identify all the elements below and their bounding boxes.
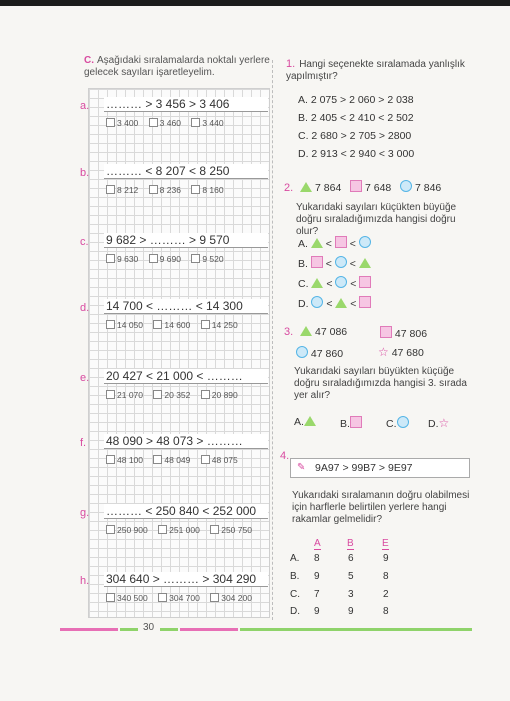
option-label: 304 200 bbox=[221, 593, 252, 603]
triangle-value: 47 086 bbox=[315, 326, 348, 338]
option[interactable] bbox=[149, 185, 181, 195]
row-options bbox=[106, 593, 260, 603]
table-cell: 7 bbox=[314, 589, 320, 600]
star-value: 47 680 bbox=[391, 347, 424, 359]
footer-bar-green bbox=[160, 628, 178, 631]
row-expression: 48 090 > 48 073 > ……… bbox=[104, 434, 268, 449]
footer-bar-pink bbox=[60, 628, 118, 631]
checkbox[interactable] bbox=[191, 185, 200, 194]
option[interactable] bbox=[210, 593, 252, 603]
table-header: E bbox=[382, 538, 389, 549]
circle-icon bbox=[311, 296, 323, 308]
checkbox[interactable] bbox=[106, 390, 115, 399]
row-letter: f. bbox=[80, 437, 87, 449]
top-edge bbox=[0, 0, 510, 6]
option[interactable] bbox=[149, 118, 181, 128]
square-icon bbox=[350, 416, 362, 428]
checkbox[interactable] bbox=[201, 320, 210, 329]
row-options bbox=[106, 320, 246, 330]
inequality-text: 9A97 > 99B7 > 9E97 bbox=[315, 462, 413, 474]
option-label: 20 352 bbox=[164, 390, 191, 400]
option-label: 304 700 bbox=[169, 593, 200, 603]
question-3-star bbox=[378, 345, 424, 359]
exercise-row-b bbox=[0, 164, 275, 227]
row-letter: h. bbox=[80, 575, 90, 587]
option[interactable] bbox=[210, 525, 252, 535]
option[interactable] bbox=[106, 185, 138, 195]
option-label: 48 075 bbox=[211, 455, 238, 465]
q2-choice-c[interactable]: C. < < bbox=[298, 276, 371, 290]
section-heading-text: Aşağıdaki sıralamalarda noktalı yerlere gelecek sayıları işaretleyelim. bbox=[84, 55, 270, 78]
option-label: 9 690 bbox=[159, 254, 181, 264]
table-cell: 9 bbox=[383, 553, 389, 564]
checkbox[interactable] bbox=[106, 320, 115, 329]
square-value: 7 648 bbox=[365, 182, 392, 194]
checkbox[interactable] bbox=[149, 185, 158, 194]
option[interactable] bbox=[191, 118, 223, 128]
choice-label: D. bbox=[428, 418, 439, 430]
option[interactable] bbox=[191, 254, 223, 264]
row-expression: 304 640 > ……… > 304 290 bbox=[104, 572, 268, 587]
question-number: 1. bbox=[286, 58, 296, 70]
option[interactable] bbox=[106, 118, 138, 128]
checkbox[interactable] bbox=[106, 254, 115, 263]
question-text: Hangi seçenekte sıralamada yanlışlık yapılmıştır? bbox=[286, 59, 465, 82]
checkbox[interactable] bbox=[106, 185, 115, 194]
option[interactable] bbox=[191, 185, 223, 195]
row-letter: b. bbox=[80, 167, 90, 179]
option-label: 251 000 bbox=[169, 525, 200, 535]
checkbox[interactable] bbox=[210, 525, 219, 534]
row-options bbox=[106, 185, 232, 195]
row-options bbox=[106, 118, 232, 128]
row-label[interactable]: B. bbox=[290, 571, 300, 582]
exercise-row-e bbox=[0, 369, 275, 432]
exercise-row-h bbox=[0, 572, 275, 635]
option[interactable] bbox=[149, 254, 181, 264]
row-letter: d. bbox=[80, 302, 90, 314]
question-3-square bbox=[380, 326, 427, 340]
exercise-row-f bbox=[0, 434, 275, 497]
triangle-icon bbox=[311, 238, 323, 248]
triangle-icon bbox=[359, 258, 371, 268]
q2-choice-b[interactable]: B. < < bbox=[298, 256, 371, 270]
option-label: 14 050 bbox=[117, 320, 143, 330]
row-options bbox=[106, 455, 246, 465]
question-3-row1 bbox=[284, 326, 347, 338]
table-cell: 8 bbox=[314, 553, 320, 564]
choice-label: A. bbox=[298, 238, 308, 250]
option[interactable] bbox=[106, 390, 143, 400]
table-cell: 9 bbox=[314, 606, 320, 617]
triangle-icon bbox=[311, 278, 323, 288]
section-letter: C. bbox=[84, 55, 94, 66]
row-expression: 14 700 < ……… < 14 300 bbox=[104, 299, 268, 314]
option[interactable] bbox=[106, 455, 143, 465]
question-2-header bbox=[284, 180, 441, 194]
row-options bbox=[106, 525, 260, 535]
option-label: 14 600 bbox=[164, 320, 191, 330]
exercise-row-c bbox=[0, 233, 275, 296]
q3-choice-a[interactable] bbox=[294, 416, 316, 428]
row-expression: ……… > 3 456 > 3 406 bbox=[104, 97, 268, 112]
table-header: B bbox=[347, 538, 354, 549]
option[interactable] bbox=[201, 320, 238, 330]
option-label: 250 750 bbox=[221, 525, 252, 535]
footer-bar-green bbox=[120, 628, 138, 631]
square-icon bbox=[311, 256, 323, 268]
row-letter: a. bbox=[80, 100, 90, 112]
row-expression: ……… < 250 840 < 252 000 bbox=[104, 504, 268, 519]
question-1 bbox=[286, 58, 476, 83]
exercise-row-g bbox=[0, 504, 275, 567]
circle-value: 7 846 bbox=[414, 182, 442, 194]
option-label: 8 236 bbox=[159, 185, 181, 195]
option[interactable] bbox=[153, 390, 190, 400]
q1-choice-d[interactable]: D. 2 913 < 2 940 < 3 000 bbox=[298, 148, 415, 160]
option[interactable] bbox=[106, 254, 138, 264]
option-label: 9 630 bbox=[117, 254, 139, 264]
option-label: 21 070 bbox=[117, 390, 143, 400]
checkbox[interactable] bbox=[153, 320, 162, 329]
option-label: 250 900 bbox=[117, 525, 148, 535]
circle-value: 47 860 bbox=[310, 348, 344, 360]
checkbox[interactable] bbox=[191, 118, 200, 127]
option-label: 48 100 bbox=[117, 455, 143, 465]
question-number: 2. bbox=[284, 182, 294, 194]
square-icon bbox=[380, 326, 392, 338]
exercise-row-a bbox=[0, 97, 275, 160]
option[interactable] bbox=[106, 320, 143, 330]
option-label: 8 160 bbox=[202, 185, 224, 195]
option[interactable] bbox=[201, 455, 238, 465]
pencil-icon: ✎ bbox=[297, 462, 306, 473]
circle-icon bbox=[335, 276, 347, 288]
table-header: A bbox=[314, 538, 321, 549]
row-label[interactable]: A. bbox=[290, 553, 300, 564]
table-cell: 5 bbox=[348, 571, 354, 582]
circle-icon bbox=[400, 180, 412, 192]
row-expression: ……… < 8 207 < 8 250 bbox=[104, 164, 268, 179]
q3-choice-b[interactable] bbox=[340, 416, 362, 430]
q1-choice-a[interactable]: A. 2 075 > 2 060 > 2 038 bbox=[298, 94, 414, 106]
table-cell: 2 bbox=[383, 589, 389, 600]
q2-choice-a[interactable]: A. < < bbox=[298, 236, 371, 250]
page-number: 30 bbox=[140, 622, 157, 633]
choice-label: A. bbox=[294, 416, 304, 428]
row-letter: e. bbox=[80, 372, 90, 384]
row-label[interactable]: C. bbox=[290, 589, 300, 600]
table-cell: 9 bbox=[314, 571, 320, 582]
row-expression: 20 427 < 21 000 < ……… bbox=[104, 369, 268, 384]
option-label: 14 250 bbox=[211, 320, 238, 330]
row-options bbox=[106, 390, 246, 400]
section-heading bbox=[84, 55, 274, 79]
checkbox[interactable] bbox=[191, 254, 200, 263]
checkbox[interactable] bbox=[106, 118, 115, 127]
square-icon bbox=[359, 296, 371, 308]
square-icon bbox=[359, 276, 371, 288]
option-label: 3 400 bbox=[117, 118, 139, 128]
square-value: 47 806 bbox=[394, 328, 428, 340]
row-options bbox=[106, 254, 232, 264]
triangle-icon bbox=[335, 298, 347, 308]
option[interactable] bbox=[153, 455, 190, 465]
option[interactable] bbox=[106, 525, 148, 535]
checkbox[interactable] bbox=[158, 525, 167, 534]
triangle-icon bbox=[304, 416, 316, 426]
footer-bar-pink bbox=[180, 628, 238, 631]
number-box bbox=[290, 458, 470, 478]
option-label: 9 520 bbox=[202, 254, 224, 264]
row-expression: 9 682 > ……… > 9 570 bbox=[104, 233, 268, 248]
question-3-text: Yukarıdaki sayıları büyükten küçüğe doğru sıraladığımızda hangisi 3. sırada yer alır? bbox=[294, 366, 467, 401]
circle-icon bbox=[296, 346, 308, 358]
checkbox[interactable] bbox=[149, 254, 158, 263]
circle-icon bbox=[397, 416, 409, 428]
checkbox[interactable] bbox=[106, 525, 115, 534]
circle-icon bbox=[359, 236, 371, 248]
option[interactable] bbox=[158, 593, 200, 603]
circle-icon bbox=[335, 256, 347, 268]
question-3-circle bbox=[296, 346, 343, 360]
question-number: 3. bbox=[284, 326, 294, 338]
checkbox[interactable] bbox=[106, 455, 115, 464]
row-letter: c. bbox=[80, 236, 89, 248]
table-cell: 8 bbox=[383, 606, 389, 617]
checkbox[interactable] bbox=[153, 390, 162, 399]
option[interactable] bbox=[106, 593, 148, 603]
choice-label: C. bbox=[298, 278, 309, 290]
option[interactable] bbox=[201, 390, 238, 400]
checkbox[interactable] bbox=[153, 455, 162, 464]
q1-choice-b[interactable]: B. 2 405 < 2 410 < 2 502 bbox=[298, 112, 414, 124]
table-cell: 9 bbox=[348, 606, 354, 617]
choice-label: B. bbox=[298, 258, 308, 270]
checkbox[interactable] bbox=[149, 118, 158, 127]
checkbox[interactable] bbox=[201, 390, 210, 399]
table-cell: 8 bbox=[383, 571, 389, 582]
footer-bar-green-long bbox=[240, 628, 472, 631]
row-label[interactable]: D. bbox=[290, 606, 300, 617]
triangle-icon bbox=[300, 326, 312, 336]
option-label: 20 890 bbox=[211, 390, 238, 400]
q3-choice-d[interactable] bbox=[428, 416, 449, 430]
question-2-text: Yukarıdaki sayıları küçükten büyüğe doğru sıraladığımızda hangisi doğru olur? bbox=[296, 202, 457, 237]
checkbox[interactable] bbox=[201, 455, 210, 464]
option[interactable] bbox=[158, 525, 200, 535]
question-number: 4. bbox=[280, 450, 290, 462]
option-label: 8 212 bbox=[117, 185, 139, 195]
choice-label: B. bbox=[340, 418, 350, 430]
q3-choice-c[interactable] bbox=[386, 416, 409, 430]
choice-label: D. bbox=[298, 298, 309, 310]
checkbox[interactable] bbox=[106, 593, 115, 602]
option-label: 3 460 bbox=[159, 118, 181, 128]
option-label: 340 500 bbox=[117, 593, 148, 603]
checkbox[interactable] bbox=[158, 593, 167, 602]
table-cell: 3 bbox=[348, 589, 354, 600]
row-letter: g. bbox=[80, 507, 90, 519]
star-icon: ☆ bbox=[438, 416, 450, 430]
exercise-row-d bbox=[0, 299, 275, 362]
square-icon bbox=[335, 236, 347, 248]
square-icon bbox=[350, 180, 362, 192]
triangle-value: 7 864 bbox=[315, 182, 342, 194]
option-label: 48 049 bbox=[164, 455, 191, 465]
table-cell: 6 bbox=[348, 553, 354, 564]
option[interactable] bbox=[153, 320, 190, 330]
option-label: 3 440 bbox=[202, 118, 224, 128]
q1-choice-c[interactable]: C. 2 680 > 2 705 > 2800 bbox=[298, 130, 412, 142]
star-icon: ☆ bbox=[378, 345, 389, 359]
checkbox[interactable] bbox=[210, 593, 219, 602]
question-4-text: Yukarıdaki sıralamanın doğru olabilmesi için harflerle belirtilen yerlere hangi rakamlar gelmelidir? bbox=[292, 490, 470, 525]
choice-label: C. bbox=[386, 418, 397, 430]
q2-choice-d[interactable]: D. < < bbox=[298, 296, 371, 310]
triangle-icon bbox=[300, 182, 312, 192]
